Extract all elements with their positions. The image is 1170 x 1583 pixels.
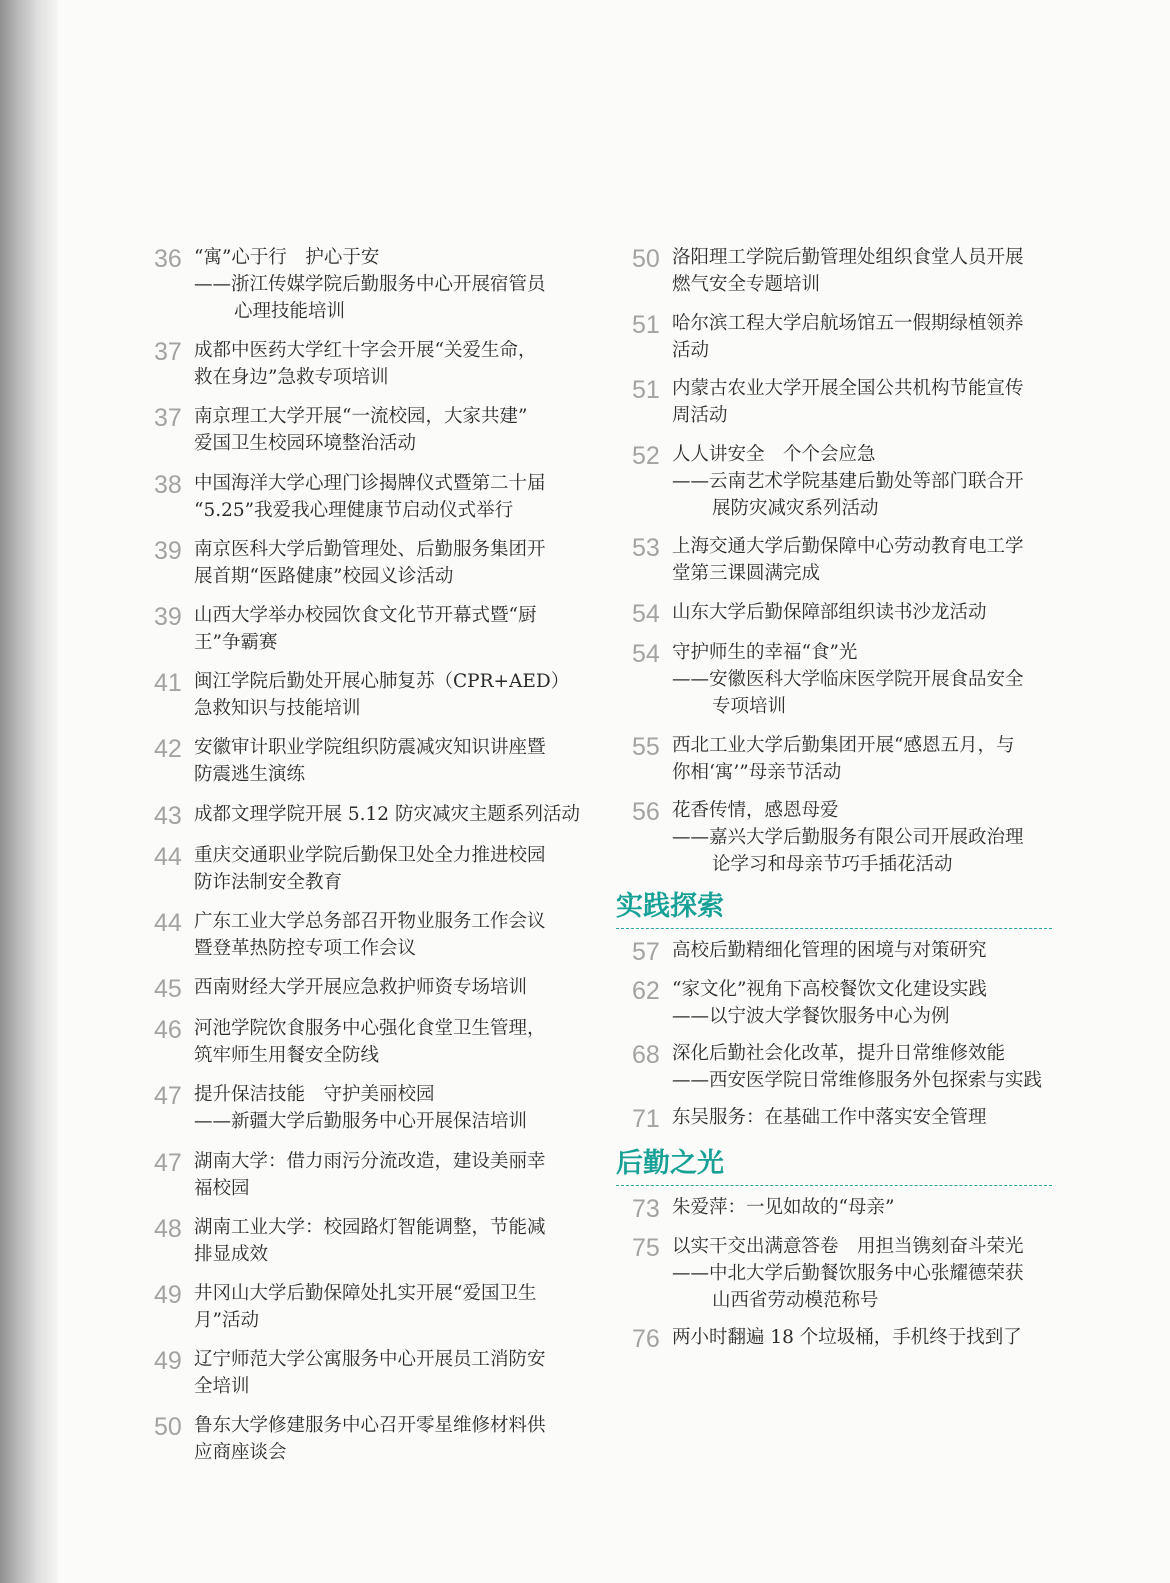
page-number: 39: [154, 536, 182, 565]
title-line: 哈尔滨工程大学启航场馆五一假期绿植领养: [672, 312, 1024, 334]
entry-title: [194, 668, 584, 722]
subtitle-line: 论学习和母亲节巧手插花活动: [712, 854, 953, 875]
entry-title: [672, 599, 1052, 626]
page-number: 43: [154, 801, 182, 830]
page-number: 47: [154, 1082, 182, 1111]
toc-entry[interactable]: [632, 639, 1052, 720]
title-line: 南京理工大学开展“一流校园，大家共建”: [194, 406, 528, 428]
toc-entry[interactable]: [154, 470, 584, 524]
page-number: 75: [632, 1233, 660, 1262]
entry-title: [672, 1233, 1052, 1314]
title-line: 安徽审计职业学院组织防震减灾知识讲座暨: [194, 737, 546, 759]
book-spine-shadow: [0, 0, 58, 1583]
title-line: 山西大学举办校园饮食文化节开幕式暨“厨: [194, 604, 537, 626]
entry-title: [194, 1412, 584, 1466]
title-line: 广东工业大学总务部召开物业服务工作会议: [194, 910, 546, 932]
page-number: 39: [154, 602, 182, 631]
title-line: 中国海洋大学心理门诊揭牌仪式暨第二十届: [194, 472, 546, 494]
page-number: 47: [154, 1148, 182, 1177]
title-line: 提升保洁技能 守护美丽校园: [194, 1084, 435, 1106]
title-line: 湖南大学：借力雨污分流改造，建设美丽幸: [194, 1150, 546, 1172]
page-number: 36: [154, 245, 182, 273]
subtitle-line: ——西安医学院日常维修服务外包探索与实践: [672, 1069, 1043, 1091]
title-line: 山东大学后勤保障部组织读书沙龙活动: [672, 601, 987, 623]
entry-title: [194, 470, 584, 524]
toc-entry[interactable]: [632, 937, 1052, 966]
toc-entry[interactable]: [154, 1015, 584, 1069]
toc-entry[interactable]: [154, 1081, 584, 1135]
page-number: 73: [632, 1194, 660, 1223]
title-line: 深化后勤社会化改革，提升日常维修效能: [672, 1042, 1006, 1064]
entry-title: [194, 602, 584, 656]
page-number: 49: [154, 1347, 182, 1376]
title-line: 洛阳理工学院后勤管理处组织食堂人员开展: [672, 247, 1024, 268]
subtitle-line: 展防灾减灾系列活动: [712, 497, 879, 519]
entry-title: [194, 1015, 584, 1069]
section-header: [616, 890, 1052, 929]
title-line: 以实干交出满意答卷 用担当镌刻奋斗荣光: [672, 1235, 1024, 1257]
title-line: 成都中医药大学红十字会开展“关爱生命，: [194, 340, 537, 362]
toc-entry[interactable]: [632, 1233, 1052, 1314]
toc-entry[interactable]: [154, 602, 584, 656]
entry-title: [194, 1148, 584, 1202]
toc-entry[interactable]: [154, 842, 584, 896]
section-title: 实践探索: [616, 890, 724, 922]
toc-entry[interactable]: [154, 1148, 584, 1202]
section-title: 后勤之光: [616, 1147, 724, 1179]
entry-title: [194, 1214, 584, 1268]
title-line: 两小时翻遍 18 个垃圾桶，手机终于找到了: [672, 1326, 1022, 1348]
page-number: 62: [632, 976, 660, 1005]
page-number: 57: [632, 937, 660, 966]
page-number: 45: [154, 975, 182, 1004]
page-number: 54: [632, 599, 660, 628]
title-line: 急救知识与技能培训: [194, 698, 361, 720]
subtitle-line: ——以宁波大学餐饮服务中心为例: [672, 1005, 950, 1027]
entry-title: [672, 1104, 1052, 1131]
toc-entry[interactable]: [154, 1280, 584, 1334]
toc-entry[interactable]: [632, 1040, 1052, 1094]
toc-entry[interactable]: [154, 908, 584, 962]
toc-column-right: [616, 244, 1052, 1363]
title-line: 你相‘寓’”母亲节活动: [672, 761, 842, 783]
toc-entry[interactable]: [154, 734, 584, 788]
toc-entry[interactable]: [632, 732, 1052, 786]
entry-title: [672, 375, 1052, 429]
title-line: 上海交通大学后勤保障中心劳动教育电工学: [672, 536, 1024, 557]
entry-title: [194, 536, 584, 590]
entry-title: [672, 441, 1052, 522]
toc-entry[interactable]: [154, 1214, 584, 1268]
page-number: 38: [154, 470, 182, 499]
toc-entry[interactable]: [154, 403, 584, 457]
toc-entry[interactable]: [632, 441, 1052, 522]
title-line: “家文化”视角下高校餐饮文化建设实践: [672, 978, 987, 1000]
entry-title: [194, 1346, 584, 1400]
title-line: “5.25”我爱我心理健康节启动仪式举行: [194, 499, 514, 521]
toc-entry[interactable]: [154, 337, 584, 391]
title-line: 应商座谈会: [194, 1442, 287, 1464]
toc-entry[interactable]: [154, 801, 584, 830]
toc-entry[interactable]: [154, 974, 584, 1003]
page-number: 56: [632, 798, 660, 826]
subtitle-line: ——新疆大学后勤服务中心开展保洁培训: [194, 1111, 528, 1133]
entry-title: [194, 734, 584, 788]
title-line: 救在身边”急救专项培训: [194, 367, 389, 389]
title-line: 湖南工业大学：校园路灯智能调整，节能减: [194, 1216, 546, 1238]
title-line: 高校后勤精细化管理的困境与对策研究: [672, 939, 987, 961]
title-line: 人人讲安全 个个会应急: [672, 443, 876, 465]
page-number: 71: [632, 1104, 660, 1133]
entry-title: [194, 403, 584, 457]
entry-title: [194, 974, 584, 1001]
page-number: 42: [154, 735, 182, 764]
title-line: 河池学院饮食服务中心强化食堂卫生管理，: [194, 1018, 546, 1040]
page-number: 50: [154, 1413, 182, 1442]
subtitle-line: ——嘉兴大学后勤服务有限公司开展政治理: [672, 827, 1024, 848]
toc-entry[interactable]: [632, 797, 1052, 878]
page-number: 37: [154, 338, 182, 367]
entry-title: [194, 908, 584, 962]
title-line: 暨登革热防控专项工作会议: [194, 937, 417, 959]
entry-title: [672, 732, 1052, 786]
title-line: 南京医科大学后勤管理处、后勤服务集团开: [194, 538, 546, 560]
toc-entry[interactable]: [632, 1324, 1052, 1353]
entry-title: [672, 1324, 1052, 1351]
title-line: 防诈法制安全教育: [194, 871, 343, 893]
title-line: 东吴服务：在基础工作中落实安全管理: [672, 1106, 987, 1128]
page-number: 44: [154, 908, 182, 937]
entry-title: [194, 1280, 584, 1334]
toc-entry[interactable]: [154, 244, 584, 325]
entry-title: [194, 801, 584, 828]
entry-title: [672, 797, 1052, 878]
title-line: 展首期“医路健康”校园义诊活动: [194, 565, 454, 587]
title-line: 排显成效: [194, 1243, 269, 1265]
title-line: 闽江学院后勤处开展心肺复苏（CPR+AED）: [194, 671, 570, 693]
toc-entry[interactable]: [632, 976, 1052, 1030]
page-number: 55: [632, 732, 660, 761]
title-line: 福校园: [194, 1177, 250, 1199]
section-header: [616, 1147, 1052, 1186]
entry-title: [672, 244, 1052, 298]
title-line: 西北工业大学后勤集团开展“感恩五月，与: [672, 734, 1015, 756]
toc-entry[interactable]: [632, 1104, 1052, 1133]
page-number: 53: [632, 534, 660, 562]
page-number: 50: [632, 245, 660, 273]
title-line: 堂第三课圆满完成: [672, 563, 821, 584]
subtitle-line: ——安徽医科大学临床医学院开展食品安全: [672, 669, 1024, 690]
page-number: 44: [154, 842, 182, 871]
page-number: 51: [632, 310, 660, 339]
entry-title: [672, 639, 1052, 720]
toc-entry[interactable]: [632, 1194, 1052, 1223]
toc-entry[interactable]: [632, 375, 1052, 429]
title-line: 井冈山大学后勤保障处扎实开展“爱国卫生: [194, 1283, 537, 1304]
entry-title: [672, 533, 1052, 587]
entry-title: [672, 1194, 1052, 1221]
toc-entry[interactable]: [154, 536, 584, 590]
toc-entry[interactable]: [632, 310, 1052, 364]
subtitle-line: ——云南艺术学院基建后勤处等部门联合开: [672, 470, 1024, 492]
page-number: 54: [632, 640, 660, 668]
title-line: 重庆交通职业学院后勤保卫处全力推进校园: [194, 844, 546, 866]
toc-entry[interactable]: [632, 244, 1052, 298]
title-line: 全培训: [194, 1376, 250, 1398]
title-line: 内蒙古农业大学开展全国公共机构节能宣传: [672, 378, 1024, 399]
page-number: 51: [632, 376, 660, 404]
subtitle-line: 山西省劳动模范称号: [712, 1289, 879, 1311]
title-line: 活动: [672, 339, 710, 361]
entry-title: [194, 1081, 584, 1135]
page-number: 41: [154, 669, 182, 698]
toc-entry[interactable]: [632, 533, 1052, 587]
page-number: 48: [154, 1214, 182, 1243]
title-line: 西南财经大学开展应急救护师资专场培训: [194, 977, 528, 999]
entry-title: [194, 244, 584, 325]
title-line: “寓”心于行 护心于安: [194, 247, 380, 268]
entry-title: [194, 337, 584, 391]
title-line: 辽宁师范大学公寓服务中心开展员工消防安: [194, 1349, 546, 1371]
title-line: 筑牢师生用餐安全防线: [194, 1045, 380, 1067]
page-number: 37: [154, 404, 182, 433]
toc-column-left: [154, 244, 584, 1479]
toc-entry[interactable]: [632, 599, 1052, 628]
page-number: 52: [632, 441, 660, 470]
title-line: 守护师生的幸福“食”光: [672, 642, 858, 663]
subtitle-line: 专项培训: [712, 696, 787, 717]
entry-title: [194, 842, 584, 896]
toc-entry[interactable]: [154, 1412, 584, 1466]
title-line: 朱爱萍：一见如故的“母亲”: [672, 1196, 895, 1218]
page-number: 49: [154, 1281, 182, 1309]
title-line: 成都文理学院开展 5.12 防灾减灾主题系列活动: [194, 803, 580, 825]
entry-title: [672, 310, 1052, 364]
page-number: 46: [154, 1016, 182, 1045]
page-number: 76: [632, 1324, 660, 1353]
title-line: 王”争霸赛: [194, 631, 278, 653]
subtitle-line: ——中北大学后勤餐饮服务中心张耀德荣获: [672, 1262, 1024, 1284]
entry-title: [672, 1040, 1052, 1094]
toc-entry[interactable]: [154, 1346, 584, 1400]
title-line: 花香传情，感恩母爱: [672, 800, 839, 821]
title-line: 燃气安全专题培训: [672, 274, 821, 295]
subtitle-line: 心理技能培训: [234, 301, 346, 322]
title-line: 爱国卫生校园环境整治活动: [194, 433, 417, 455]
entry-title: [672, 976, 1052, 1030]
subtitle-line: ——浙江传媒学院后勤服务中心开展宿管员: [194, 274, 546, 295]
title-line: 鲁东大学修建服务中心召开零星维修材料供: [194, 1415, 546, 1437]
title-line: 防震逃生演练: [194, 764, 306, 786]
title-line: 周活动: [672, 405, 728, 426]
title-line: 月”活动: [194, 1310, 259, 1331]
entry-title: [672, 937, 1052, 964]
toc-entry[interactable]: [154, 668, 584, 722]
page-number: 68: [632, 1040, 660, 1069]
